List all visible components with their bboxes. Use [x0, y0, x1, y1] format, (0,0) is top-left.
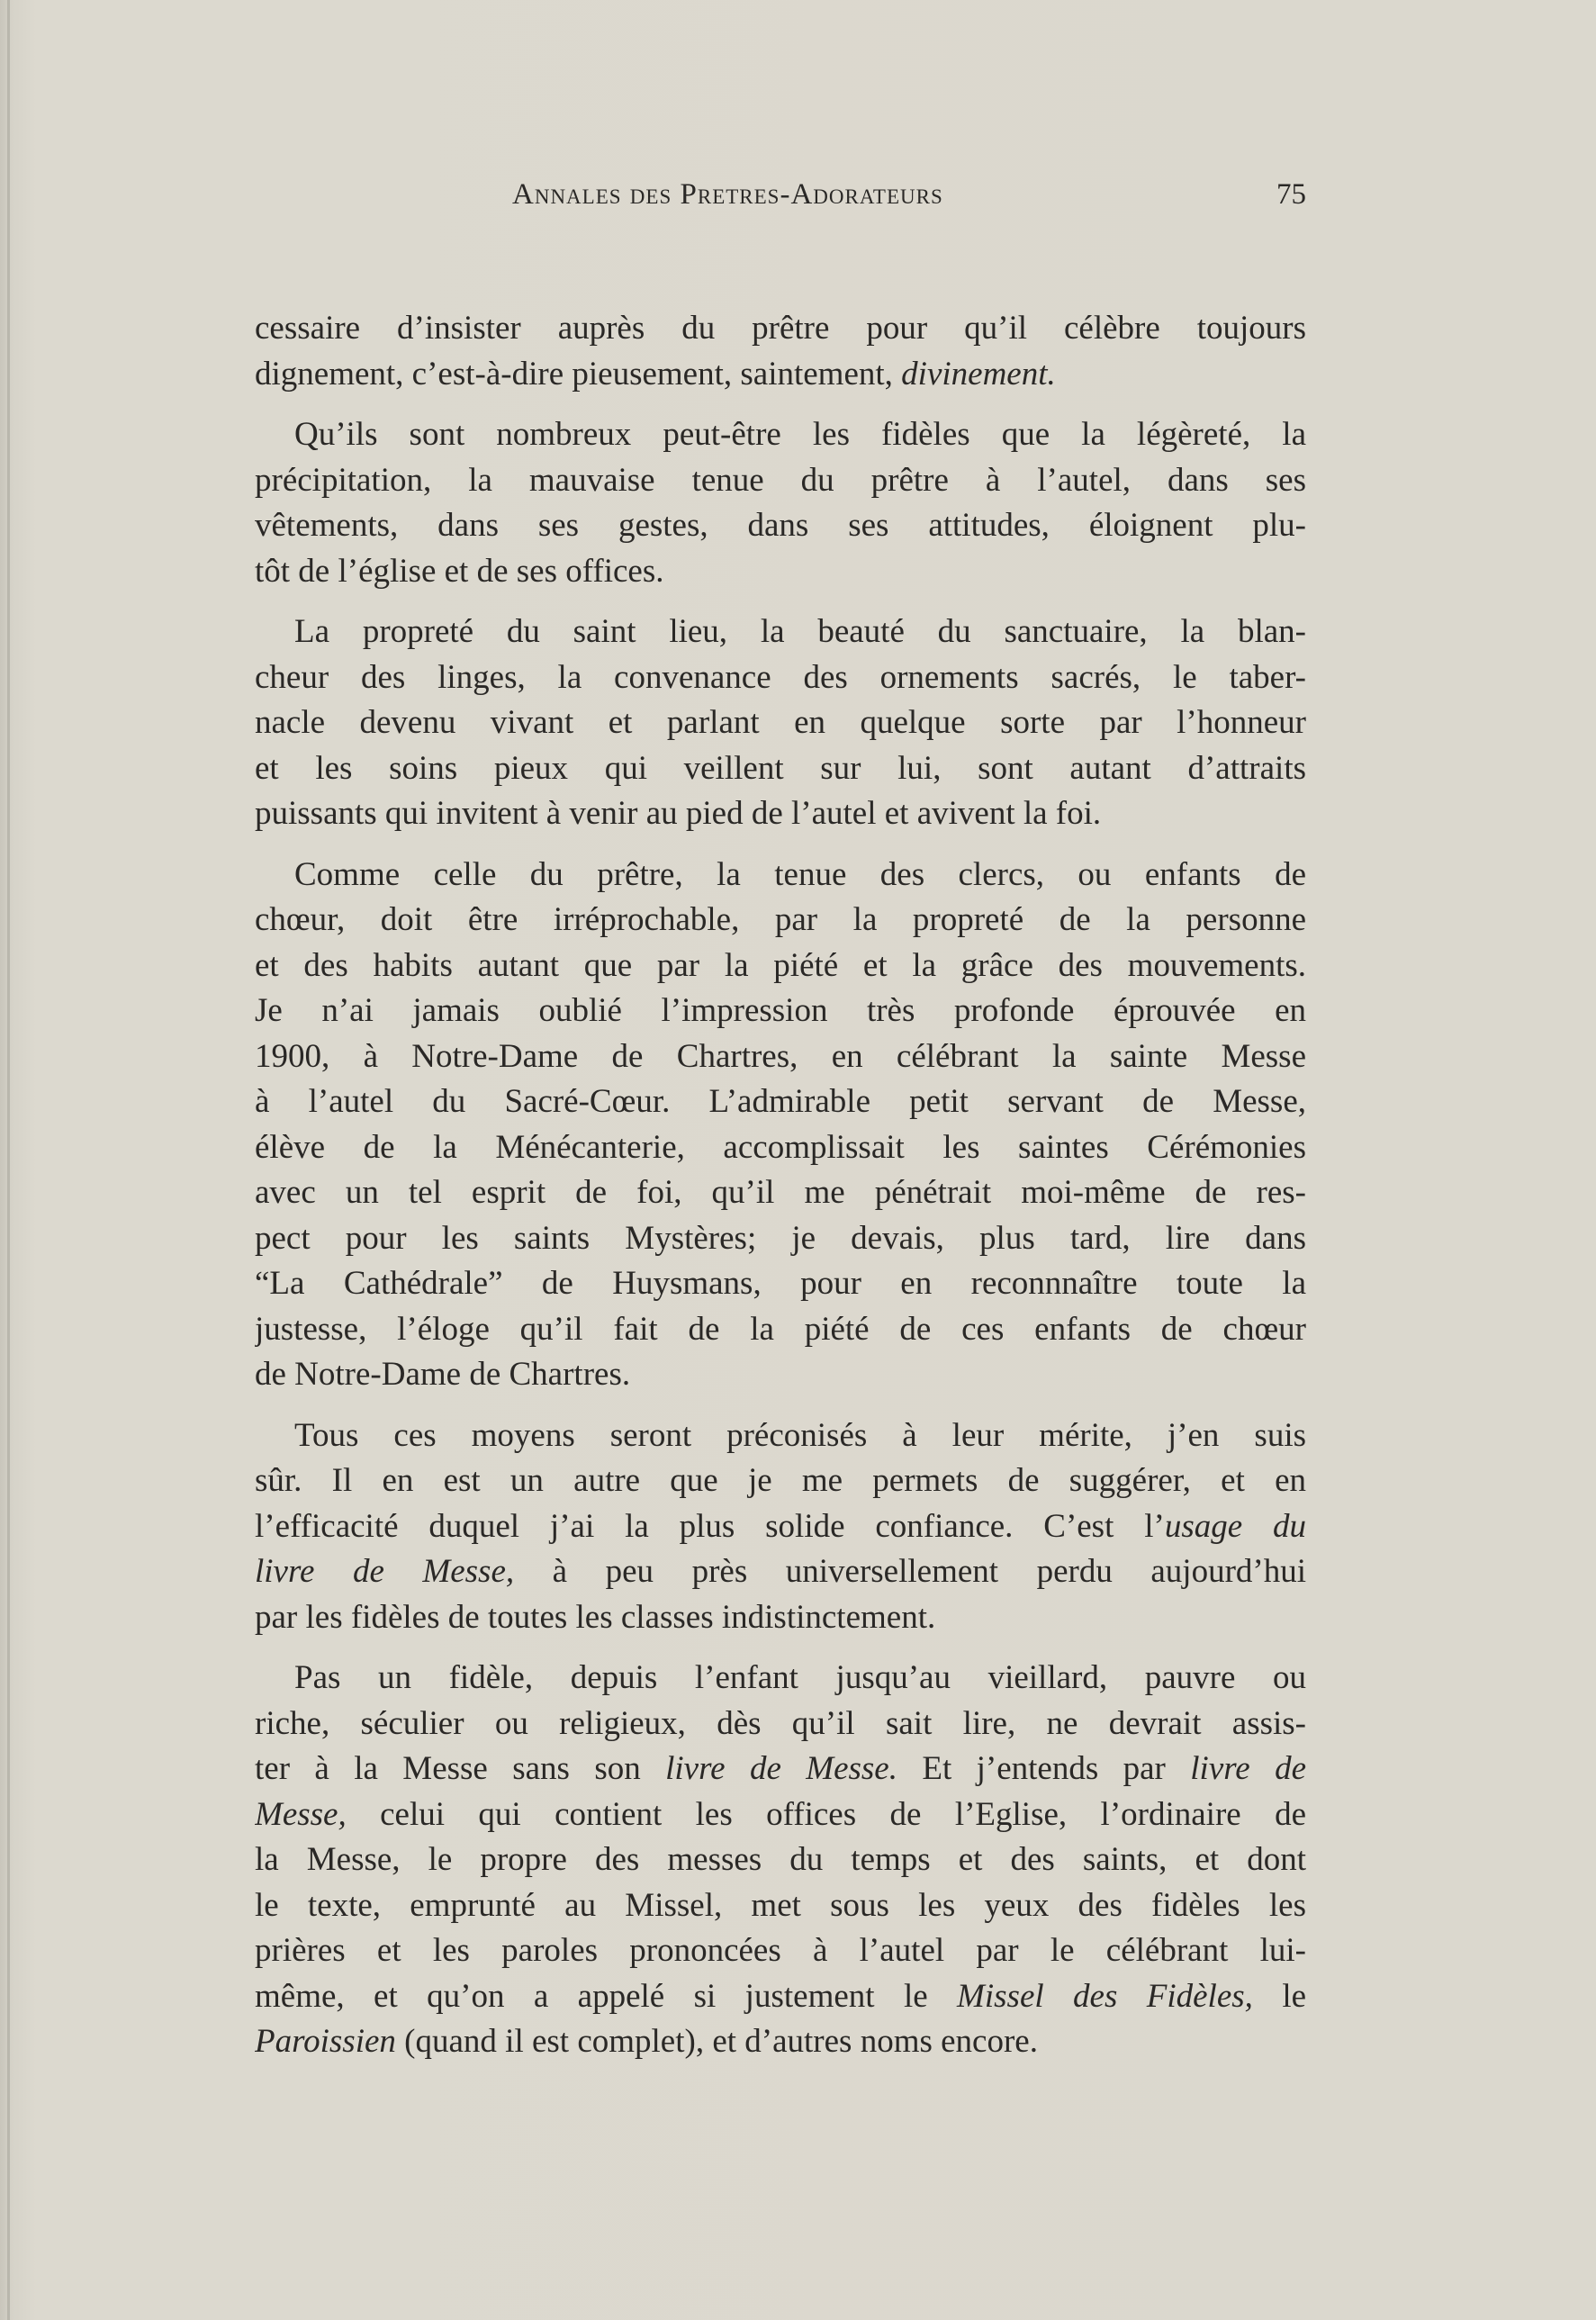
text-run: et les soins pieux qui veillent sur lui, sont autant d’attraits	[255, 749, 1306, 787]
text-run: puissants qui invitent à venir au pied de l’autel et avivent la foi.	[255, 795, 1102, 832]
italic-text: Missel des Fidèles,	[957, 1977, 1253, 2015]
text-run: dignement, c’est-à-dire pieusement, saintement,	[255, 355, 902, 393]
text-run: Et j’entends par	[897, 1750, 1191, 1787]
text-run: Je n’ai jamais oublié l’impression très profonde éprouvée en	[255, 992, 1306, 1029]
text-line	[255, 1974, 1306, 2020]
text-run: par les fidèles de toutes les classes indistinctement.	[255, 1598, 936, 1636]
text-run: La propreté du saint lieu, la beauté du sanctuaire, la blan-	[294, 613, 1306, 650]
text-line	[255, 1656, 1306, 1702]
text-line	[255, 700, 1306, 746]
text-run: celui qui contient les offices de l’Eglise, l’ordinaire de	[346, 1795, 1306, 1833]
text-run: cheur des linges, la convenance des ornements sacrés, le taber-	[255, 658, 1306, 696]
text-line	[255, 1170, 1306, 1216]
page-binding-edge	[7, 0, 10, 2320]
text-line	[255, 1837, 1306, 1883]
italic-text: livre de	[1190, 1750, 1306, 1787]
italic-text: divinement.	[901, 355, 1056, 393]
italic-text: livre de Messe,	[255, 1553, 515, 1590]
text-run: Comme celle du prêtre, la tenue des clercs, ou enfants de	[294, 855, 1306, 893]
paragraph	[255, 306, 1306, 397]
text-line	[255, 943, 1306, 989]
text-run: à l’autel du Sacré-Cœur. L’admirable petit servant de Messe,	[255, 1083, 1306, 1120]
paragraph	[255, 1413, 1306, 1641]
text-run: Pas un fidèle, depuis l’enfant jusqu’au vieillard, pauvre ou	[294, 1659, 1306, 1696]
running-title: Annales des Pretres-Adorateurs	[512, 178, 943, 211]
text-line	[255, 853, 1306, 898]
text-line	[255, 1549, 1306, 1595]
text-line	[255, 549, 1306, 595]
text-line	[255, 1352, 1306, 1398]
text-line	[255, 746, 1306, 792]
paragraph	[255, 412, 1306, 594]
text-line	[255, 458, 1306, 504]
paragraph	[255, 609, 1306, 837]
text-run: ter à la Messe sans son	[255, 1750, 666, 1787]
text-line	[255, 791, 1306, 837]
page-number: 75	[1276, 178, 1306, 211]
text-run: pect pour les saints Mystères; je devais, plus tard, lire dans	[255, 1219, 1306, 1257]
text-line	[255, 1928, 1306, 1974]
text-run: chœur, doit être irréprochable, par la propreté de la personne	[255, 901, 1306, 938]
text-run: Qu’ils sont nombreux peut-être les fidèles que la légèreté, la	[294, 416, 1306, 453]
running-head	[255, 178, 1306, 214]
text-line	[255, 1504, 1306, 1550]
body-text	[255, 306, 1306, 2081]
text-line	[255, 352, 1306, 398]
text-run: à peu près universellement perdu aujourd’hui	[514, 1553, 1306, 1590]
text-run: et des habits autant que par la piété et la grâce des mouvements.	[255, 946, 1306, 984]
text-run: de Notre-Dame de Chartres.	[255, 1356, 631, 1393]
text-line	[255, 1792, 1306, 1838]
text-line	[255, 1702, 1306, 1747]
text-run: le texte, emprunté au Missel, met sous les yeux des fidèles les	[255, 1886, 1306, 1924]
text-run: tôt de l’église et de ses offices.	[255, 552, 664, 590]
text-run: le	[1252, 1977, 1306, 2015]
text-run: élève de la Ménécanterie, accomplissait les saintes Cérémonies	[255, 1128, 1306, 1166]
text-run: riche, séculier ou religieux, dès qu’il sait lire, ne devrait assis-	[255, 1704, 1306, 1742]
text-run: l’efficacité duquel j’ai la plus solide confiance. C’est l’	[255, 1507, 1165, 1545]
text-line	[255, 2019, 1306, 2065]
text-run: vêtements, dans ses gestes, dans ses attitudes, éloignent plu-	[255, 507, 1306, 544]
text-run: avec un tel esprit de foi, qu’il me pénétrait moi-même de res-	[255, 1174, 1306, 1211]
text-line	[255, 1034, 1306, 1080]
text-line	[255, 1883, 1306, 1929]
italic-text: Messe,	[255, 1795, 347, 1833]
text-line	[255, 412, 1306, 458]
text-line	[255, 1458, 1306, 1504]
text-line	[255, 1079, 1306, 1125]
text-run: même, et qu’on a appelé si justement le	[255, 1977, 958, 2015]
text-run: justesse, l’éloge qu’il fait de la piété de ces enfants de chœur	[255, 1310, 1306, 1348]
text-run: prières et les paroles prononcées à l’autel par le célébrant lui-	[255, 1932, 1306, 1969]
text-run: Tous ces moyens seront préconisés à leur mérite, j’en suis	[294, 1416, 1306, 1454]
text-line	[255, 988, 1306, 1034]
paragraph	[255, 853, 1306, 1398]
text-run: (quand il est complet), et d’autres noms encore.	[395, 2023, 1038, 2060]
text-run: précipitation, la mauvaise tenue du prêtre à l’autel, dans ses	[255, 461, 1306, 499]
text-line	[255, 1747, 1306, 1792]
text-line	[255, 306, 1306, 352]
text-run: nacle devenu vivant et parlant en quelque sorte par l’honneur	[255, 704, 1306, 741]
italic-text: usage du	[1164, 1507, 1306, 1545]
italic-text: livre de Messe.	[665, 1750, 897, 1787]
italic-text: Paroissien	[255, 2023, 396, 2060]
text-line	[255, 1216, 1306, 1262]
text-run: la Messe, le propre des messes du temps et des saints, et dont	[255, 1841, 1306, 1878]
text-run: 1900, à Notre-Dame de Chartres, en célébrant la sainte Messe	[255, 1037, 1306, 1075]
paragraph	[255, 1656, 1306, 2065]
text-line	[255, 898, 1306, 943]
text-run: “La Cathédrale” de Huysmans, pour en reconnnaître toute la	[255, 1265, 1306, 1302]
text-line	[255, 1413, 1306, 1459]
text-line	[255, 1307, 1306, 1353]
text-line	[255, 1125, 1306, 1171]
text-line	[255, 609, 1306, 655]
text-run: cessaire d’insister auprès du prêtre pour qu’il célèbre toujours	[255, 310, 1306, 347]
text-line	[255, 1261, 1306, 1307]
text-line	[255, 655, 1306, 701]
text-line	[255, 503, 1306, 549]
text-run: sûr. Il en est un autre que je me permets de suggérer, et en	[255, 1462, 1306, 1499]
text-line	[255, 1595, 1306, 1641]
